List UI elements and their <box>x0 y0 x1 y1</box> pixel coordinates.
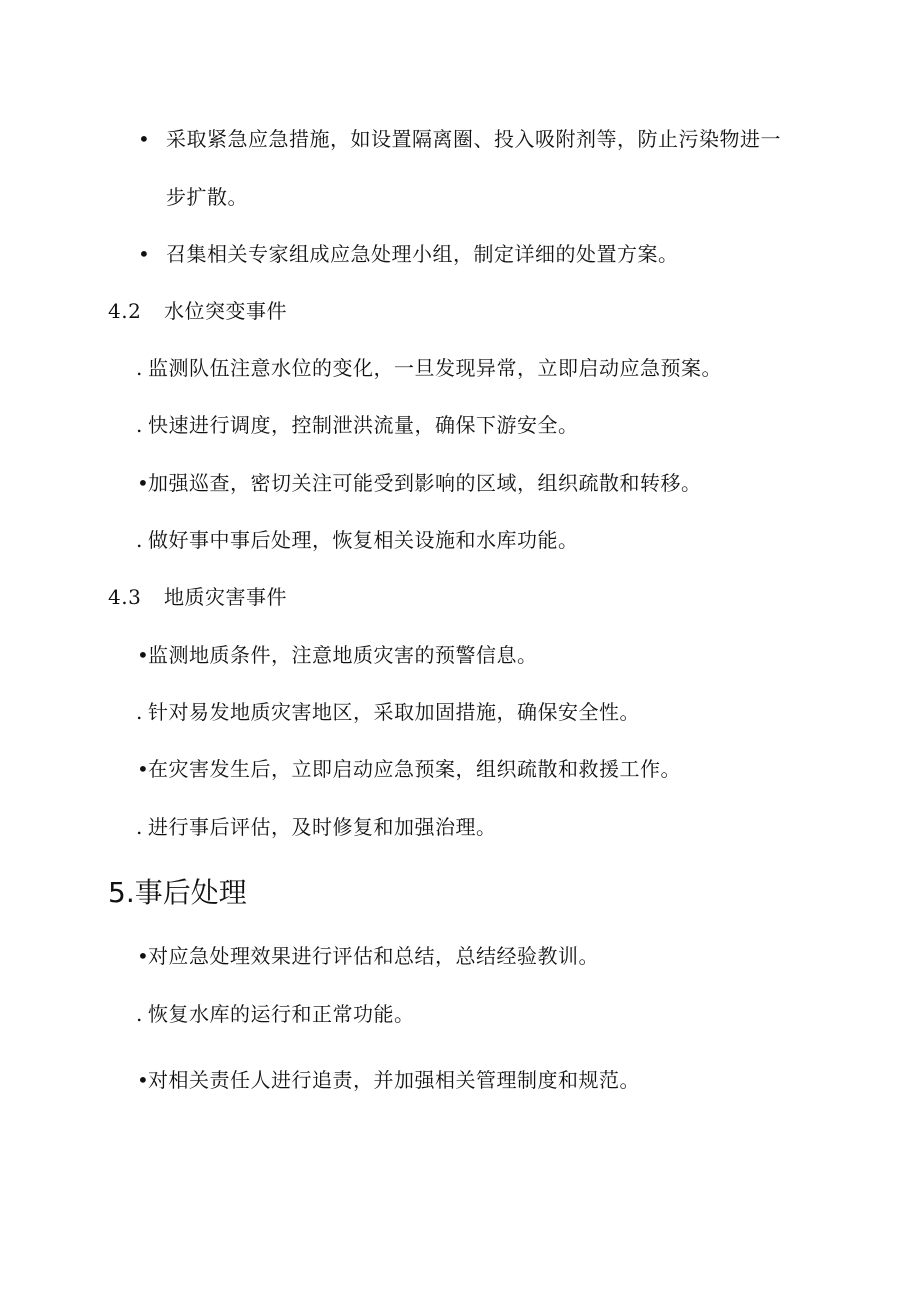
section-heading-4-3 <box>108 583 287 611</box>
item-marker: . <box>136 356 143 380</box>
section-number: 4.2 <box>108 299 142 323</box>
item-marker: • <box>137 643 149 667</box>
item-marker: . <box>136 528 143 552</box>
item-marker: . <box>136 413 143 437</box>
section-number: 4.3 <box>108 585 142 609</box>
section-heading-5: 5.事后处理 <box>108 876 247 909</box>
list-item-text: 在灾害发生后，立即启动应急预案，组织疏散和救援工作。 <box>148 757 681 781</box>
list-item-text: 进行事后评估，及时修复和加强治理。 <box>148 815 497 839</box>
item-marker: • <box>137 1068 149 1092</box>
item-marker: . <box>136 815 143 839</box>
bullet-marker: • <box>138 242 150 266</box>
list-item-text: 对应急处理效果进行评估和总结，总结经验教训。 <box>148 944 599 968</box>
item-marker: • <box>137 757 149 781</box>
bullet-marker: • <box>138 127 150 151</box>
list-item-text: 恢复水库的运行和正常功能。 <box>148 1002 415 1026</box>
item-marker: • <box>137 471 149 495</box>
section-heading-4-2 <box>108 297 287 325</box>
list-item-text: 加强巡查，密切关注可能受到影响的区域，组织疏散和转移。 <box>148 471 702 495</box>
list-item-text: 召集相关专家组成应急处理小组，制定详细的处置方案。 <box>166 242 679 266</box>
list-item-text: 监测队伍注意水位的变化，一旦发现异常，立即启动应急预案。 <box>148 356 722 380</box>
section-title: 地质灾害事件 <box>164 585 287 609</box>
list-item-text: 对相关责任人进行追责，并加强相关管理制度和规范。 <box>148 1068 640 1092</box>
section-title: 水位突变事件 <box>164 299 287 323</box>
list-item-text: 做好事中事后处理，恢复相关设施和水库功能。 <box>148 528 579 552</box>
list-item-text: 快速进行调度，控制泄洪流量，确保下游安全。 <box>148 413 579 437</box>
list-item-text: 针对易发地质灾害地区，采取加固措施，确保安全性。 <box>148 700 640 724</box>
item-marker: . <box>136 1002 143 1026</box>
item-marker: • <box>137 944 149 968</box>
list-item-text-continued: 步扩散。 <box>166 185 248 209</box>
list-item-text: 采取紧急应急措施，如设置隔离圈、投入吸附剂等，防止污染物进一 <box>166 127 781 151</box>
list-item-text: 监测地质条件，注意地质灾害的预警信息。 <box>148 643 538 667</box>
item-marker: . <box>136 700 143 724</box>
